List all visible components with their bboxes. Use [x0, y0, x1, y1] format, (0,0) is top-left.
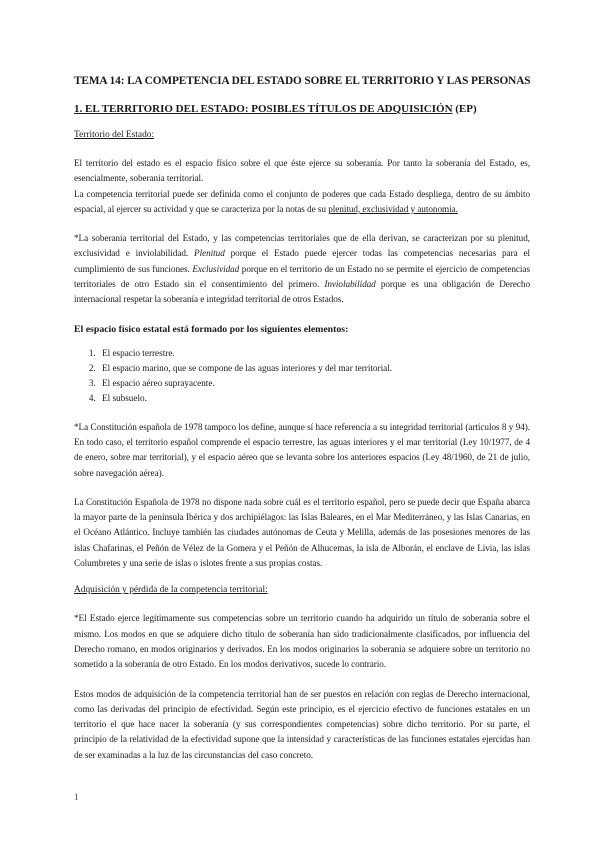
- paragraph-territorio-definicion: El territorio del estado es el espacio físico sobre el que éste ejerce su soberanía. Por tanto la soberanía del Estado, es, esencialmente, soberanía territorial.: [74, 158, 530, 184]
- term-plenitud: Plenitud: [194, 248, 225, 259]
- paragraph-text: porque el Estado puede ejercer todas las competencias necesarias para el cumplimiento de sus funciones.: [74, 248, 530, 274]
- paragraph-constitucion: *La Constitución española de 1978 tampoco los define, aunque sí hace referencia a su integridad territorial (artículos 8 y 94). En todo caso, el territorio español comprende el espacio terrestre, las aguas interiores y el mar territorial (Ley 10/1977, de 4 de enero, sobre mar territorial), y el espacio aéreo que se levanta sobre los anteriores espacios (Ley 48/1960, de 21 de julio, sobre navegación aérea).: [74, 421, 530, 478]
- list-item: 2. El espacio marino, que se compone de las aguas interiores y del mar territorial.: [98, 361, 530, 376]
- section-heading-suffix: (EP): [452, 103, 477, 115]
- subheading-adquisicion: Adquisición y pérdida de la competencia territorial:: [74, 585, 268, 596]
- term-inviolabilidad: Inviolabilidad: [324, 279, 376, 290]
- elements-heading: El espacio físico estatal está formado por los siguientes elementos:: [74, 323, 349, 335]
- paragraph-text: porque es una obligación de Derecho internacional respetar la soberanía e integridad territorial de otros Estados.: [74, 279, 530, 305]
- list-item: 3. El espacio aéreo suprayacente.: [98, 376, 530, 391]
- underlined-notes: plenitud, exclusividad y autonomía.: [328, 203, 458, 214]
- subheading-territorio: Territorio del Estado:: [74, 130, 155, 140]
- elements-list: [74, 346, 530, 406]
- paragraph-territorio-espanol: La Constitución Española de 1978 no dispone nada sobre cuál es el territorio español, pero se puede decir que España abarca la mayor parte de la península Ibérica y dos archipiélagos: las Islas Baleares, en el Mar Mediterráneo, y las Islas Canarias, en el Océano Atlántico. Incluye también las ciudades autónomas de Ceuta y Melilla, además de las posesiones menores de las islas Chafarinas, el Peñón de Vélez de la Gomera y el Peñón de Alhucemas, la isla de Alborán, el enclave de Livia, las islas Columbretes y una serie de islas o islotes frente a sus propias costas.: [74, 496, 530, 569]
- paragraph-titulo-soberania: *El Estado ejerce legítimamente sus competencias sobre un territorio cuando ha adquirido un título de soberanía sobre el mismo. Los modos en que se adquiere dicho título de soberanía han sido tradicionalmente clasificados, por influencia del Derecho romano, en modos originarios y derivados. En los modos originarios la soberanía se adquiere sobre un territorio no sometido a la soberanía de otro Estado. En los modos derivativos, sucede lo contrario.: [74, 613, 530, 670]
- paragraph-text: porque en el territorio de un Estado no se permite el ejercicio de competencias territoriales de otro Estado sin el consentimiento del primero.: [74, 263, 530, 290]
- paragraph-text: *La soberanía territorial del Estado, y las competencias territoriales que de ella derivan, se caracterizan por su plenitud, exclusividad e inviolabilidad.: [74, 233, 530, 259]
- term-exclusividad: Exclusividad: [192, 263, 240, 274]
- section-heading: [74, 102, 530, 116]
- page-number: 1: [74, 792, 79, 802]
- paragraph-competencia-territorial: [74, 187, 530, 218]
- paragraph-text: La competencia territorial puede ser definida como el conjunto de poderes que cada Estado despliega, dentro de su ámbito espacial, al ejercer su actividad y que se caracteriza por la notas de su: [74, 188, 530, 214]
- paragraph-efectividad: Estos modos de adquisición de la competencia territorial han de ser puestos en relación con reglas de Derecho internacional, como las derivadas del principio de efectividad. Según este principio, es el ejercicio efectivo de funciones estatales en un territorio el que hace nacer la soberanía (y sus correspondientes competencias) sobre dicho territorio. Por su parte, el principio de la relatividad de la efectividad supone que la intensidad y características de las funciones estatales ejercidas han de ser examinadas a la luz de las circunstancias del caso concreto.: [74, 688, 530, 760]
- document-title: TEMA 14: LA COMPETENCIA DEL ESTADO SOBRE EL TERRITORIO Y LAS PERSONAS: [74, 75, 531, 87]
- list-item: 1. El espacio terrestre.: [98, 346, 530, 361]
- paragraph-caracteristicas: [74, 231, 530, 307]
- page-content: [74, 74, 530, 763]
- section-heading-underlined: 1. EL TERRITORIO DEL ESTADO: POSIBLES TÍTULOS DE ADQUISICIÓN: [74, 103, 453, 115]
- list-item: 4. El subsuelo.: [98, 391, 530, 406]
